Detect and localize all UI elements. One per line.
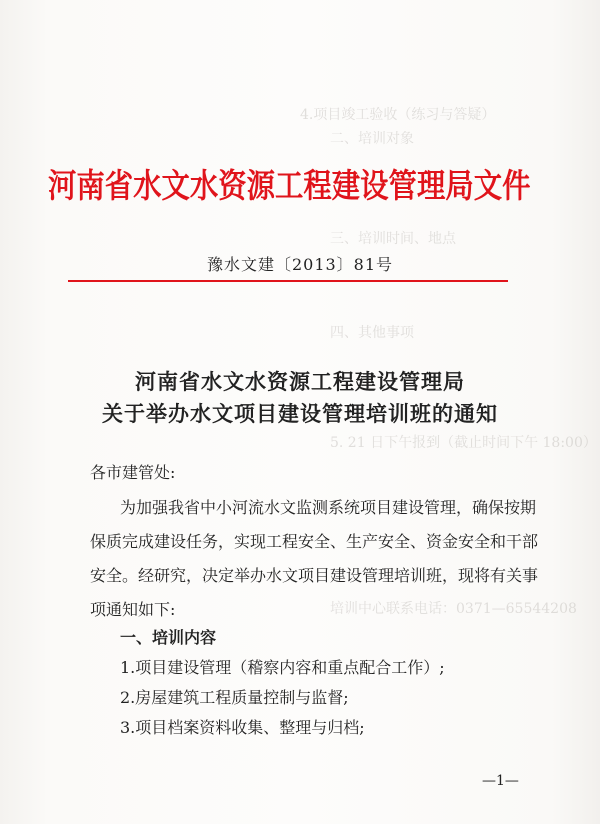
- paragraph-line: 项通知如下:: [90, 600, 176, 619]
- agency-header-title: 河南省水文水资源工程建设管理局文件: [48, 166, 531, 205]
- show-through-text: 培训中心联系电话：0371—65544208: [330, 601, 577, 617]
- paragraph-line: 为加强我省中小河流水文监测系统项目建设管理，确保按期: [120, 498, 537, 517]
- document-number: 豫水文建〔2013〕81号: [206, 255, 394, 274]
- page-number: —1—: [482, 773, 519, 789]
- section-heading: 一、培训内容: [120, 628, 217, 647]
- salutation: 各市建管处:: [90, 463, 176, 482]
- show-through-text: 二、培训对象: [330, 131, 414, 147]
- show-through-text: 4.项目竣工验收（练习与答疑）: [300, 107, 496, 123]
- show-through-text: 5. 21 日下午报到（截止时间下午 18:00）: [330, 435, 597, 451]
- paragraph-line: 保质完成建设任务，实现工程安全、生产安全、资金安全和干部: [90, 532, 539, 551]
- notice-title-line2: 关于举办水文项目建设管理培训班的通知: [102, 401, 498, 426]
- list-item: 2.房屋建筑工程质量控制与监督;: [120, 688, 349, 707]
- notice-title-line1: 河南省水文水资源工程建设管理局: [135, 369, 465, 394]
- list-item: 1.项目建设管理（稽察内容和重点配合工作）;: [120, 658, 445, 677]
- red-divider-line: [68, 280, 508, 282]
- show-through-text: 三、培训时间、地点: [330, 231, 456, 247]
- show-through-text: 四、其他事项: [330, 325, 414, 341]
- list-item: 3.项目档案资料收集、整理与归档;: [120, 718, 365, 737]
- paragraph-line: 安全。经研究，决定举办水文项目建设管理培训班，现将有关事: [90, 566, 539, 585]
